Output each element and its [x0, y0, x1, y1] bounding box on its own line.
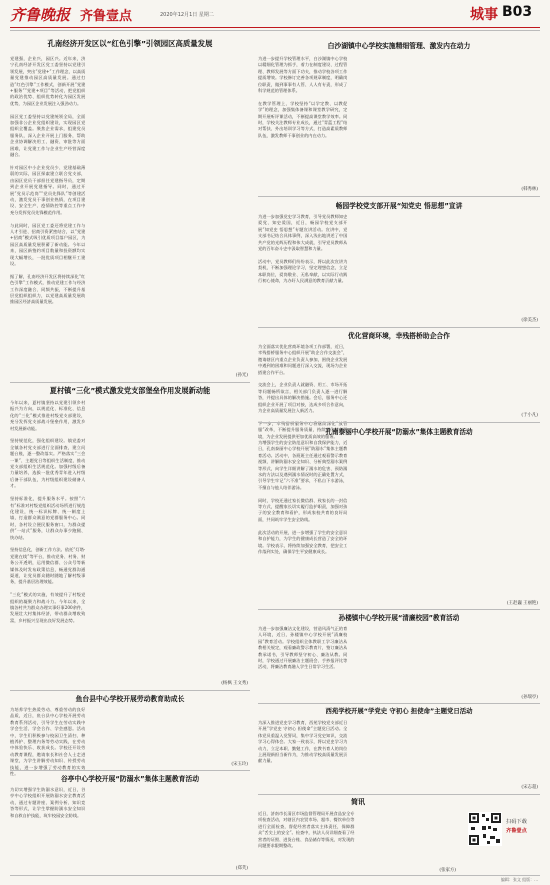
divider [258, 422, 540, 423]
byline: (宋玉玲) [231, 762, 248, 767]
article-sunlou-school [258, 612, 540, 702]
divider [258, 196, 540, 197]
page-number: B03 [502, 4, 533, 20]
brand-logo-qilu-evening: 齐鲁晚报 [10, 6, 71, 24]
footer-editor: 编辑：张文 组版：... [500, 877, 538, 882]
article-guting-school [10, 773, 250, 873]
article-body: 为进一步加强廉洁文化建设，营造风清气正的育人环境，近日，孙楼镇中心学校开展“清廉校园”教育活动。学校组织全体教职工学习廉洁从教相关规定，观看廉政警示教育片，签订廉洁从教承诺书，引导教师坚守初心、廉洁从教。同时，学校通过开展廉洁主题班会、手抄报评比等活动，将廉洁教育融入学生日常学习生活。 [258, 626, 348, 670]
qr-code-block[interactable] [468, 808, 540, 872]
article-body: 为增强学生的安全防范意识和自我保护能力，近日，孔南泰丽中心学校开展“防溺水”集体主题教育活动。活动中，各班班主任通过观看警示教育视频、讲解防溺水安全知识、分析典型溺水案例等形式，向学生详细讲解了溺水的危害、预防溺水的方法以及遇到溺水情况时的正确处置方式，引导学生牢记“六不准”要求，不私自下水游泳，不擅自与他人结伴游泳。 同时，学校还通过家长微信群、致家长的一封信等方式，提醒家长切实履行监护职责，加强对孩子的安全教育和看护，形成家校共育的良好局面，共同筑牢学生安全防线。 此次活动的开展，进一步增强了学生的安全意识和自护能力，为学生的健康成长营造了安全的环境。学校表示，将持续加强安全教育，把安全工作落到实处，确保学生平安健康成长。 [258, 440, 348, 554]
section-name: 城事 [470, 7, 498, 23]
article-changyuan-school [258, 200, 540, 325]
masthead [0, 0, 550, 26]
divider [258, 703, 540, 704]
headline: 孔南经济开发区以“红色引擎”引领园区高质量发展 [47, 39, 213, 48]
byline: (王赵巍 王丽艳) [506, 601, 538, 606]
byline: (韩秀林) [521, 187, 538, 192]
article-news-brief [258, 797, 458, 877]
article-body: 今年以来，夏村镇坚持以党建引领乡村振兴为方向，以规范化、标准化、信息化的“三化”模式推进村级党支部建设，充分发挥党支部战斗堡垒作用，激发乡村发展新动能。 坚持规范化，强化组织建设。镇党委对全镇各村党支部进行全面排查，建立问题台账，逐一整改落实。严格落实“三会一课”、主题党日等组织生活制度，推动党支部组织生活规范化。加强村级后备力量培养，选拔一批优秀青年进入村级后备干部队伍，为村级组织建设储备人才。 坚持标准化，提升服务水平。按照“六有”标准对村级党组织活动场所进行规范化建设，统一标识标牌、统一制度上墙，打造群众满意的党群服务中心。同时，各村设立便民服务窗口，为群众提供“一站式”服务，让群众办事少跑腿、快办结。 坚持信息化，创新工作方法。依托“灯塔-党建在线”等平台，推动党务、村务、财务公开透明，运用微信群、公众号等新媒体及时发布政策信息，畅通党群沟通渠道，让党员群众随时随地了解村级事务，提升基层治理效能。 “三化”模式的实施，有效提升了村级党组织的凝聚力和战斗力。今年以来，全镇各村共为群众办理实事好事200余件，发展壮大村集体经济，带动群众增收致富，乡村振兴呈现出良好发展态势。 [10, 400, 86, 623]
divider [258, 794, 540, 795]
article-body: 党建强，企业兴，园区兴。近年来，济宁孔南经济开发区党工委坚持以党建引领发展，突出“党建+”工作理念，以高质量党建推动园区高质量发展。通过打造“红色引擎”工作模式，创新开展“党建+服务”“党建+项目”等活动，把党组织的政治优势、组织优势转化为园区发展优势，为园区企业发展注入强劲动力。 园区党工委坚持以党建统领全局，全面加强非公企业党组织建设，实现园区党组织全覆盖。聚焦企业需求，组建党员服务队，深入企业开展上门服务，帮助企业协调解决用工、融资、审批等方面困难，让党建工作与企业生产经营深度融合。 针对园区中小企业党员少、党建基础薄弱的实际，园区探索建立联合党支部，由园区党员干部担任党建指导员，定期到企业开展党建指导。同时，通过开展“党员示范岗”“党员先锋队”等创建活动，激发党员干事创业热情，在项目建设、安全生产、疫情防控等重点工作中充分发挥党员先锋模范作用。 与此同时，园区党工委还将党建工作与人才引进、招商引资紧密结合，以“党建+招商”模式吸引优质项目落户园区，为园区高质量发展积蓄了新动能。今年以来，园区新签约项目数量和投资额均实现大幅增长，一批优质项目相继开工建设。 据了解，孔南经济开发区将持续深化“红色引擎”工作模式，推动党建工作与经济工作深度融合、同频共振，不断提升基层党组织组织力，以党建高质量发展助推园区经济高质量发展。 [10, 56, 86, 305]
headline: 白沙湖镇中心学校实施精细管理、激发内在动力 [327, 42, 471, 50]
byline: (于小凡) [521, 413, 538, 418]
article-yutai-labor-education [10, 693, 250, 777]
article-body: 为切实增强学生防溺水意识，近日，谷亭中心学校组织开展防溺水安全教育活动，通过专题讲座、案例分析、知识竞答等形式，让学生掌握防溺水安全知识和自救自护技能，筑牢校园安全防线。 [10, 787, 86, 818]
byline: (郑芙) [235, 866, 248, 871]
article-body: 为深入推进党史学习教育，西苑学校党支部近日开展“学党史 守初心 担使命”主题党日活动。全体党员重温入党誓词，集中学习党史知识，交流学习心得体会。大家一致表示，将以党史学习为动力，立足本职、勤勉工作，在教书育人的岗位上展现新担当新作为，为推动学校高质量发展贡献力量。 [258, 720, 348, 764]
byline: (孙瑞亭) [521, 695, 538, 700]
article-kongnan-taili-school [258, 426, 540, 608]
headline: 夏村镇“三化”模式激发党支部堡垒作用发展新动能 [49, 386, 211, 395]
headline: 谷亭中心学校开展“防溺水”集体主题教育活动 [60, 775, 200, 783]
headline: 西苑学校开展“学党史 守初心 担使命”主题党日活动 [325, 707, 473, 715]
qr-caption-download: 扫码下载 [506, 819, 527, 825]
article-body: 为全面落实优化营商环境各项工作部署，近日，幸残搭桥服务中心组织开展“助企合作交流会”，邀请辖区内重点企业负责人参加，围绕企业发展中遇到的困难和问题进行深入交流，现场为企业搭建合作平台。 交流会上，企业负责人就融资、用工、市场开拓等问题畅所欲言，相关部门负责人逐一进行解答，并提出具体的解决措施。会后，服务中心还组织企业开展了项目对接，达成多项合作意向，为企业高质量发展注入新活力。 下一步，幸残搭桥服务中心将继续深化“放管服”改革，不断提升服务质量，持续优化营商环境，为企业发展提供更加优质高效的服务。 [258, 344, 348, 439]
article-kongnan-park [10, 34, 250, 379]
divider [10, 690, 250, 691]
article-xiyuan-school [258, 706, 540, 791]
headline: 鱼台县中心学校开展劳动教育助成长 [75, 695, 185, 703]
byline: (孙光) [235, 373, 248, 378]
brand-logo-qilu-yidian: 齐鲁壹点 [80, 9, 133, 24]
byline: (杨枫 王文秀) [221, 681, 248, 686]
byline: (张家方) [439, 868, 456, 873]
headline: 畅园学校党支部开展“知党史 悟思想”宣讲 [335, 202, 463, 210]
qr-caption-app: 齐鲁壹点 [506, 828, 527, 834]
footer-rule [10, 875, 540, 876]
headline: 孙楼镇中心学校开展“清廉校园”教育活动 [338, 614, 460, 622]
issue-date: 2020年12月1日 星期二 [160, 12, 214, 18]
article-baishahu-school [258, 34, 540, 194]
article-body: 为进一步加强党史学习教育，引导党员教师知史爱党、知史爱国，近日，畅园学校党支部开展“知党史 悟思想”专题宣讲活动。宣讲中，党支部书记结合具体事例，深入浅出地讲述了中国共产党的光辉历程和伟大成就，引导党员教师从党的百年奋斗史中汲取智慧和力量。 活动中，党员教师们纷纷表示，将以此次宣讲为契机，不断加强理论学习，坚定理想信念，立足本职岗位，爱岗敬业、无私奉献，以实际行动践行初心使命，为办好人民满意的教育贡献力量。 [258, 214, 348, 284]
qr-code-icon [468, 812, 502, 846]
headline: 简讯 [351, 798, 365, 806]
article-xiacun-town [10, 384, 250, 689]
article-body: 为培养学生热爱劳动、尊重劳动的良好品质，近日，鱼台县中心学校开展劳动教育系列活动，引导学生在劳动实践中学会生活、学会合作、学会感恩。活动中，学生们积极参与校园卫生清扫、种植养护、整理内务等劳动实践，在劳动中体验快乐、收获成长。学校还开设劳动教育课程，邀请家长和社会人士走进课堂，为学生讲解劳动知识、传授劳动技能，进一步增强了劳动教育的实效性。 [10, 707, 86, 777]
byline: (徐美杰) [521, 318, 538, 323]
headline: 孔南泰丽中心学校开展“防溺水”集体主题教育活动 [325, 428, 473, 436]
masthead-rule [10, 27, 540, 28]
divider [10, 770, 250, 771]
divider [258, 327, 540, 328]
masthead-rule-thin [10, 30, 540, 31]
headline: 优化营商环境，幸残搭桥助企合作 [348, 332, 450, 340]
divider [10, 382, 250, 383]
article-body: 近日，济南市长清区市场监督管理局开展食品安全专项检查活动，对辖区内农贸市场、超市、餐饮单位等进行全面检查，督促经营者落实主体责任，保障群众“舌尖上的安全”。检查中，执法人员详细查看了经营者的证照、进货台账、食品储存等情况，对发现的问题要求限期整改。 [258, 811, 355, 849]
article-body: 为进一步提升学校管理水平，白沙湖镇中心学校以精细化管理为抓手，着力在制度建设、过程管理、教师发展等方面下功夫，推动学校各项工作提质增效。学校修订完善各项规章制度，明确岗位职责，做到事事有人管、人人有专责，形成了科学规范的管理体系。 在教学管理上，学校坚持“以学定教、以教促学”的理念，加强集体备课和课堂教学研究，定期开展听评课活动，不断提高课堂教学效率。同时，学校关注教师专业成长，通过“青蓝工程”结对帮扶、外出培训学习等方式，打造高素质教师队伍，激发教师干事创业的内在动力。 [258, 56, 348, 138]
divider [258, 609, 540, 610]
byline: (宋志超) [521, 785, 538, 790]
